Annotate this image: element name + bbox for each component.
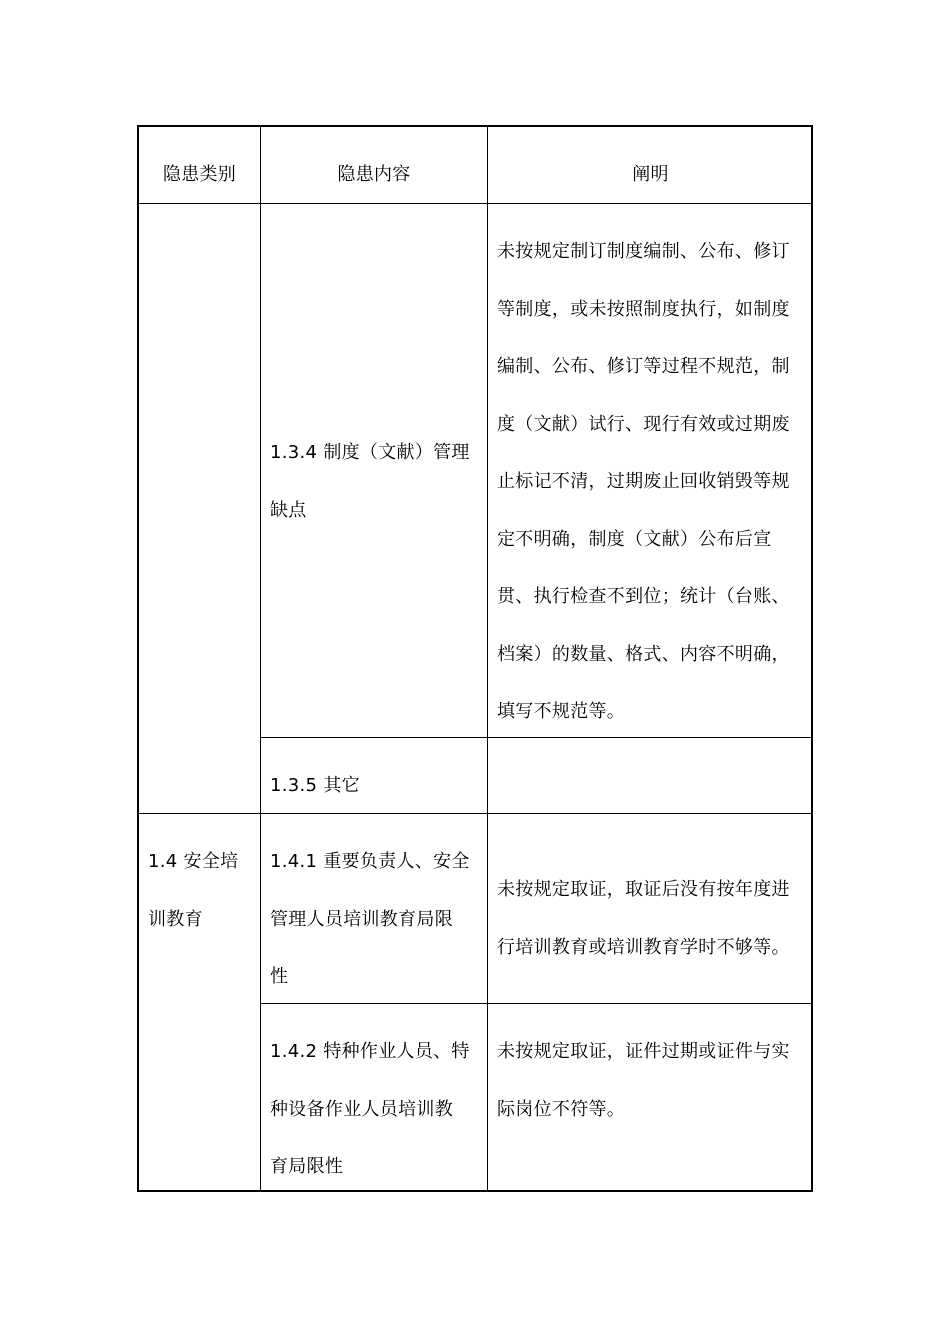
table-row-category: 1.4 安全培 训教育 xyxy=(148,851,239,930)
column-divider xyxy=(260,127,261,814)
table-row-content: 1.3.5 其它 xyxy=(270,775,360,796)
table-row-content: 1.4.2 特种作业人员、特 种设备作业人员培训教 育局限性 xyxy=(270,1041,470,1177)
header-description: 阐明 xyxy=(632,164,669,185)
table-row-content: 1.3.4 制度（文献）管理 缺点 xyxy=(270,442,470,521)
header-content: 隐患内容 xyxy=(337,164,411,185)
header-divider xyxy=(139,203,813,204)
table-row-content: 1.4.1 重要负责人、安全 管理人员培训教育局限 性 xyxy=(270,851,470,987)
hazard-table xyxy=(137,125,813,1192)
column-divider xyxy=(487,127,488,1192)
table-row-description: 未按规定制订制度编制、公布、修订 等制度，或未按照制度执行，如制度 编制、公布、修订等过程不规范，制 度（文献）试行、现行有效或过期废 止标记不清，过期废止回收销毁等规 定不明确，制度（文献）公布后宣 贯、执行检查不到位；统计（台账、 档案）的数量、格式、内容不明确， 填写不规范等。 xyxy=(497,241,790,722)
table-row-description: 未按规定取证，取证后没有按年度进 行培训教育或培训教育学时不够等。 xyxy=(497,879,790,958)
table-row-description: 未按规定取证，证件过期或证件与实 际岗位不符等。 xyxy=(497,1041,790,1120)
header-category: 隐患类别 xyxy=(162,164,237,185)
